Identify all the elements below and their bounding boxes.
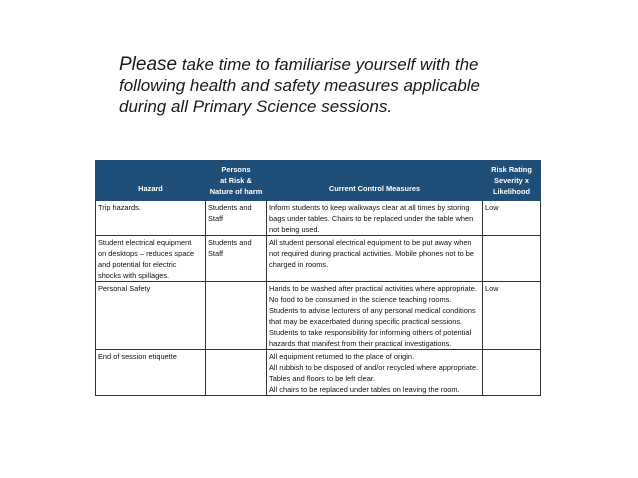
header-rating: Risk Rating Severity x Likelihood bbox=[483, 161, 541, 201]
measures-cell: Hands to be washed after practical activities where appropriate. No food to be consumed in the science teaching rooms. Students to advise lecturers of any personal medical conditions that may be exacerbated during specific practical sessions. Students to take responsibility for informing others of potential hazards that manifest from their practical investigations. bbox=[267, 282, 483, 350]
table-row bbox=[96, 350, 541, 396]
risk-assessment-table bbox=[95, 160, 541, 396]
table-row bbox=[96, 201, 541, 236]
hazard-cell: Personal Safety bbox=[96, 282, 206, 350]
hazard-cell: Student electrical equipment on desktops – reduces space and potential for electric shocks with spillages. bbox=[96, 236, 206, 282]
measures-cell: All student personal electrical equipment to be put away when not required during practical activities. Mobile phones not to be charged in rooms. bbox=[267, 236, 483, 282]
persons-cell: Students and Staff bbox=[206, 236, 267, 282]
rating-cell bbox=[483, 236, 541, 282]
header-persons: Persons at Risk & Nature of harm bbox=[206, 161, 267, 201]
measures-cell: Inform students to keep walkways clear at all times by storing bags under tables. Chairs to be replaced under the table when not being used. bbox=[267, 201, 483, 236]
intro-paragraph bbox=[119, 54, 519, 117]
table-row bbox=[96, 236, 541, 282]
persons-cell bbox=[206, 282, 267, 350]
hazard-cell: End of session etiquette bbox=[96, 350, 206, 396]
rating-cell: Low bbox=[483, 282, 541, 350]
rating-cell: Low bbox=[483, 201, 541, 236]
intro-text: take time to familiarise yourself with the following health and safety measures applicable during all Primary Science sessions. bbox=[119, 55, 481, 116]
rating-cell bbox=[483, 350, 541, 396]
measures-cell: All equipment returned to the place of origin. All rubbish to be disposed of and/or recycled where appropriate. Tables and floors to be left clear. All chairs to be replaced under tables on leaving the room. bbox=[267, 350, 483, 396]
intro-lead-word: Please bbox=[119, 54, 178, 75]
persons-cell bbox=[206, 350, 267, 396]
table-header-row bbox=[96, 161, 541, 201]
persons-cell: Students and Staff bbox=[206, 201, 267, 236]
header-measures: Current Control Measures bbox=[267, 161, 483, 201]
table-row bbox=[96, 282, 541, 350]
hazard-cell: Trip hazards. bbox=[96, 201, 206, 236]
header-hazard: Hazard bbox=[96, 161, 206, 201]
